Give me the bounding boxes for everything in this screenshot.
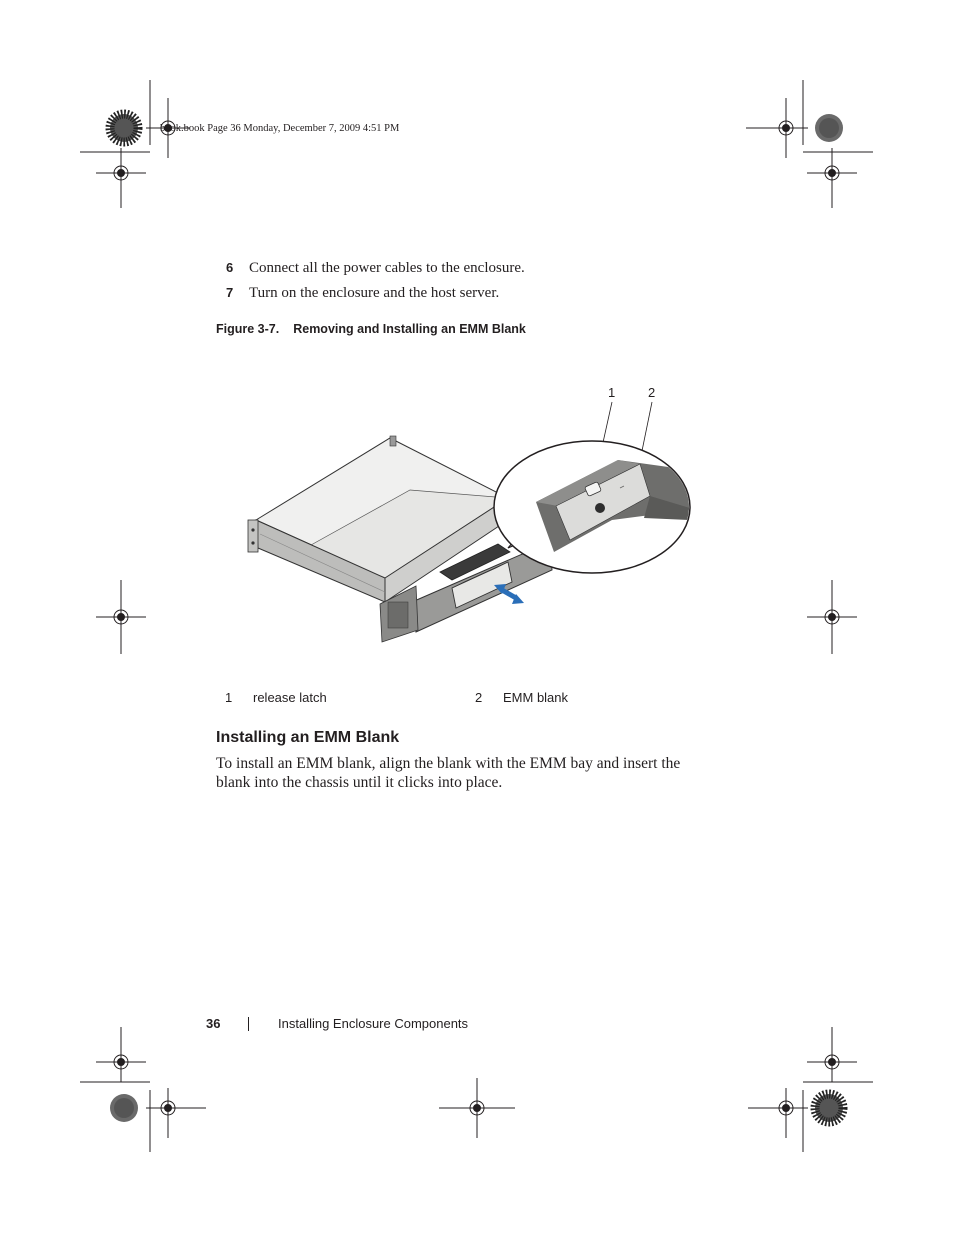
figure-title: Removing and Installing an EMM Blank xyxy=(293,322,526,336)
step-7 xyxy=(226,285,499,302)
registration-target-icon xyxy=(96,148,146,208)
legend-item-2 xyxy=(475,690,568,705)
figure-label: Figure 3-7. xyxy=(216,322,280,336)
registration-target-icon xyxy=(748,1088,808,1138)
step-6 xyxy=(226,260,525,277)
chapter-title: Installing Enclosure Components xyxy=(278,1016,469,1031)
legend-number: 2 xyxy=(475,690,483,705)
registration-target-icon xyxy=(96,580,146,654)
step-number: 6 xyxy=(226,260,234,275)
emm-blank-illustration xyxy=(240,380,700,645)
callout-2: 2 xyxy=(648,385,656,400)
registration-target-icon xyxy=(146,1088,206,1138)
registration-target-icon xyxy=(439,1078,515,1138)
registration-target-icon xyxy=(807,1027,857,1082)
magnified-inset xyxy=(494,441,690,573)
step-text: Turn on the enclosure and the host server. xyxy=(249,285,500,301)
print-slug: book.book Page 36 Monday, December 7, 2009 4:51 PM xyxy=(160,123,400,134)
legend-text: release latch xyxy=(253,690,327,705)
star-target-icon xyxy=(110,114,138,142)
step-number: 7 xyxy=(226,285,234,300)
star-target-icon xyxy=(815,1094,843,1122)
section-paragraph: To install an EMM blank, align the blank with the EMM bay and insert the blank into the chassis until it clicks into place. xyxy=(216,755,681,791)
legend-text: EMM blank xyxy=(503,690,569,705)
registration-target-icon xyxy=(746,98,808,158)
figure-caption xyxy=(216,322,526,336)
gray-patch-icon xyxy=(110,1094,138,1122)
registration-target-icon xyxy=(96,1027,146,1082)
footer-divider xyxy=(248,1017,249,1031)
gray-patch-icon xyxy=(815,114,843,142)
step-text: Connect all the power cables to the enclosure. xyxy=(249,260,525,276)
page-number: 36 xyxy=(206,1016,221,1031)
registration-target-icon xyxy=(807,148,857,208)
legend-number: 1 xyxy=(225,690,233,705)
callout-1: 1 xyxy=(608,385,616,400)
section-heading: Installing an EMM Blank xyxy=(216,729,400,746)
legend-item-1 xyxy=(225,690,327,705)
registration-target-icon xyxy=(807,580,857,654)
